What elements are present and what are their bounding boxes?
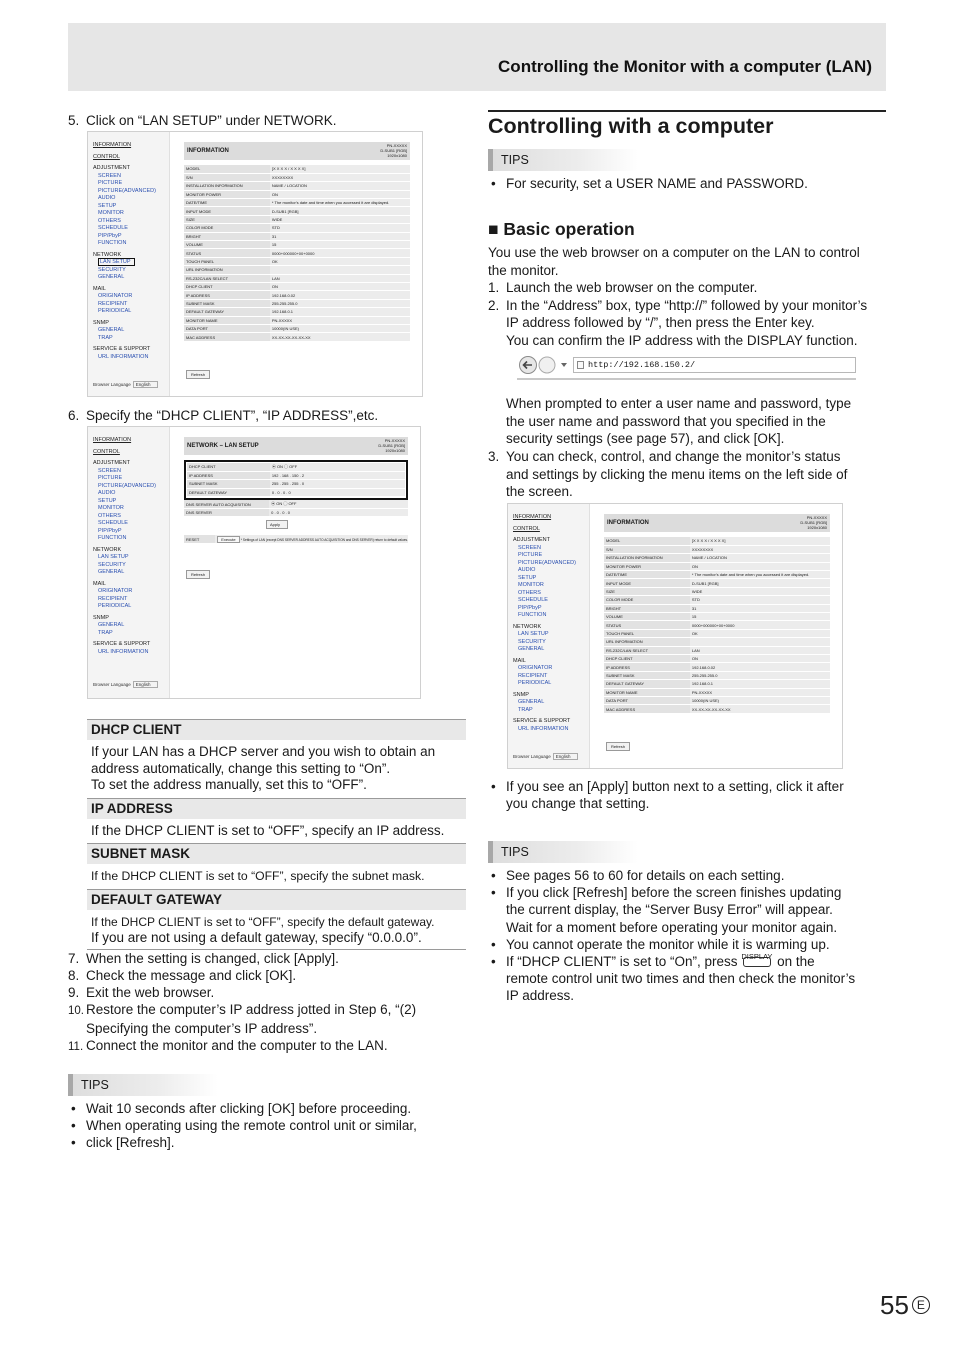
menu-snmp: SNMP <box>93 319 109 326</box>
menu-network: NETWORK <box>93 251 122 258</box>
table-row <box>604 587 830 595</box>
menu-item[interactable]: GENERAL <box>98 274 125 280</box>
row-label: SUBNET MASK <box>184 299 270 307</box>
row-value: NAME / LOCATION <box>270 182 410 190</box>
menu-item[interactable]: GENERAL <box>98 327 125 333</box>
menu-lan-setup-highlighted[interactable]: LAN SETUP <box>98 258 135 266</box>
menu-item[interactable]: PERIODICAL <box>98 603 132 609</box>
def-description: If the DHCP CLIENT is set to “OFF”, specify an IP address. <box>91 822 445 838</box>
info-table <box>604 537 830 714</box>
panel-heading: NETWORK – LAN SETUP <box>187 443 259 449</box>
step-5: 5. Click on “LAN SETUP” under NETWORK. <box>68 113 337 128</box>
table-row <box>184 282 410 290</box>
browser-language: Browser Language English <box>93 382 158 387</box>
language-select[interactable]: English <box>133 681 158 688</box>
table-row <box>184 182 410 190</box>
row-label: SIZE <box>604 587 690 595</box>
row-value: 10000(IN USE) <box>690 696 830 704</box>
row-value: 192.168.0.02 <box>270 291 410 299</box>
def-description: If your LAN has a DHCP server and you wish to obtain an address automatically, change this setting to “On”. To set the address manually, set this to “OFF”. <box>91 744 436 792</box>
row-label: SUBNET MASK <box>604 671 690 679</box>
page-heading: Controlling with a computer <box>488 110 886 139</box>
settings-menu <box>88 132 170 396</box>
row-value: XXXXXXXX <box>690 545 830 553</box>
menu-item[interactable]: SECURITY <box>518 638 546 645</box>
row-label: MONITOR POWER <box>184 190 270 198</box>
row-value: ON <box>270 190 410 198</box>
display-button-icon: DISPLAY <box>743 957 771 967</box>
menu-information[interactable]: INFORMATION <box>93 437 132 443</box>
menu-item[interactable]: TRAP <box>98 334 113 341</box>
step-6: 6. Specify the “DHCP CLIENT”, “IP ADDRESS”,etc. <box>68 408 379 423</box>
steps-after: 7. When the setting is changed, click [Apply]. 8. Check the message and click [OK]. 9. Exit the web browser. 10. Restore the computer’s IP address jotted in Step 6, “(2) Specifying the computer’s IP address”. 11. Connect the monitor and the computer to the LAN. <box>68 951 417 1053</box>
apply-note: • If you see an [Apply] button next to a setting, click it after you change that setting. <box>488 778 886 812</box>
menu-item[interactable]: FUNCTION <box>518 612 547 618</box>
row-label: RS-232C/LAN SELECT <box>184 274 270 282</box>
table-row <box>604 663 830 671</box>
row-value: * The monitor's date and time when you accessed it are displayed. <box>690 571 830 579</box>
menu-item[interactable]: TRAP <box>518 706 533 713</box>
dns-auto-radio[interactable]: ⦿ ON ◯ OFF <box>269 500 408 508</box>
table-row <box>184 266 410 274</box>
menu-control[interactable]: CONTROL <box>93 448 120 455</box>
screenshot-information-2 <box>507 503 843 769</box>
row-label: DATE/TIME <box>604 571 690 579</box>
row-label: BRIGHT <box>184 232 270 240</box>
info-panel: INFORMATION PN-XXXXX D-SUB1 [RGB] 1920x1080 MODEL [X X X X / X X X X] S/N XXXXXXXX INSTALLATION INFORMATION NAME / LOCATION MONITOR POWER ON DATE/TIME * The monitor's date and time when you accessed it are displayed. INPUT MODE D-SUB1 [RGB] SIZE WIDE COLOR MODE STD BRIGHT 31 VOLUME 15 STATUS 0000+000000+00+0000 TOUCH PANEL OK URL INFORMATION RS-232C/LAN SELECT LAN DHCP CLIENT ON IP ADDRESS 192.168.0.02 SUBNET MASK 255.255.255.0 DEFAULT GATEWAY 192.168.0.1 MONITOR NAME PN-XXXXX DATA PORT 10000(IN USE) MAC ADDRESS XX-XX-XX-XX-XX-XX <box>184 142 410 342</box>
basic-operation-heading: ■ Basic operation <box>488 219 635 239</box>
table-row <box>184 165 410 173</box>
def-term: IP ADDRESS <box>87 798 466 819</box>
table-row <box>184 215 410 223</box>
row-label: IP ADDRESS <box>184 291 270 299</box>
table-row <box>184 241 410 249</box>
row-label: DEFAULT GATEWAY <box>604 680 690 688</box>
menu-item[interactable]: FUNCTION <box>98 240 127 246</box>
row-label: DATA PORT <box>184 324 270 332</box>
def-description: If the DHCP CLIENT is set to “OFF”, specify the default gateway. If you are not using a default gateway, specify “0.0.0.0”. <box>87 910 466 950</box>
row-label: MAC ADDRESS <box>184 333 270 341</box>
menu-item[interactable]: RECIPIENT <box>518 672 548 679</box>
menu-item[interactable]: SCREEN <box>98 172 121 179</box>
table-row <box>184 308 410 316</box>
row-value: * The monitor's date and time when you accessed it are displayed. <box>270 199 410 207</box>
language-indicator: E <box>912 1296 930 1314</box>
language-select[interactable]: English <box>553 753 578 760</box>
menu-item[interactable]: AUDIO <box>98 490 116 496</box>
table-row <box>184 291 410 299</box>
info-panel: INFORMATION PN-XXXXX D-SUB1 [RGB] 1920x1080 MODEL [X X X X / X X X X] S/N XXXXXXXX INSTALLATION INFORMATION NAME / LOCATION MONITOR POWER ON DATE/TIME * The monitor's date and time when you accessed it are displayed. INPUT MODE D-SUB1 [RGB] SIZE WIDE COLOR MODE STD BRIGHT 31 VOLUME 15 STATUS 0000+000000+00+0000 TOUCH PANEL OK URL INFORMATION RS-232C/LAN SELECT LAN DHCP CLIENT ON IP ADDRESS 192.168.0.02 SUBNET MASK 255.255.255.0 DEFAULT GATEWAY 192.168.0.1 MONITOR NAME PN-XXXXX DATA PORT 10000(IN USE) MAC ADDRESS XX-XX-XX-XX-XX-XX <box>604 514 830 714</box>
row-value: 255.255.255.0 <box>690 671 830 679</box>
row-label: STATUS <box>604 621 690 629</box>
row-value: XXXXXXXX <box>270 173 410 181</box>
row-label: INPUT MODE <box>604 579 690 587</box>
page-icon <box>577 361 584 369</box>
screenshot-lan-setup <box>87 426 421 699</box>
menu-item[interactable]: PIP/PbyP <box>98 232 122 239</box>
table-row <box>184 224 410 232</box>
table-row <box>604 604 830 612</box>
row-value: LAN <box>690 646 830 654</box>
menu-item[interactable]: PERIODICAL <box>98 308 132 314</box>
refresh-button[interactable]: Refresh <box>186 370 210 379</box>
row-value: PN-XXXXX <box>270 316 410 324</box>
row-label: BRIGHT <box>604 604 690 612</box>
tips-list: • See pages 56 to 60 for details on each setting. • If you click [Refresh] before the screen finishes updating the current display, the “Server Busy Error” will appear. Wait for a moment before operating your monitor again. • You cannot operate the monitor while it is warming up. • If “DHCP CLIENT” is set to “On”, press DISPLAY on the remote control unit two times and then check the monitor’s IP address. <box>488 867 886 1005</box>
row-value: 192.168.0.02 <box>690 663 830 671</box>
refresh-button[interactable]: Refresh <box>606 742 630 751</box>
def-description: If the DHCP CLIENT is set to “OFF”, specify the subnet mask. <box>91 869 425 883</box>
menu-item[interactable]: SETUP <box>98 202 117 209</box>
row-value: 255.255.255.0 <box>270 299 410 307</box>
tips-label: TIPS <box>68 1074 218 1096</box>
row-label: COLOR MODE <box>184 224 270 232</box>
table-row <box>604 545 830 553</box>
row-label: URL INFORMATION <box>604 638 690 646</box>
row-label: IP ADDRESS <box>604 663 690 671</box>
menu-item[interactable]: SECURITY <box>98 561 126 568</box>
row-label: MODEL <box>604 537 690 545</box>
info-table <box>184 165 410 342</box>
ip-address-field[interactable]: 192 . 168 . 150 . 2 <box>270 471 405 479</box>
table-row <box>184 274 410 282</box>
browser-address-bar <box>517 354 856 380</box>
table-row <box>604 537 830 545</box>
row-value <box>270 266 410 274</box>
table-row <box>184 324 410 332</box>
table-row <box>184 199 410 207</box>
tips-list: • For security, set a USER NAME and PASSWORD. <box>488 175 886 192</box>
table-row <box>604 554 830 562</box>
menu-item[interactable]: FUNCTION <box>98 535 127 541</box>
row-label: COLOR MODE <box>604 596 690 604</box>
intro-text: You use the web browser on a computer on the LAN to control the monitor. 1. Launch the web browser on the computer. 2. In the “Address” box, type “http://” followed by your monitor’s IP address followed by “/”, then press the Enter key. You can confirm the IP address with the DISPLAY function. <box>488 245 868 348</box>
menu-item[interactable]: GENERAL <box>518 699 545 705</box>
table-row <box>604 571 830 579</box>
row-value: WIDE <box>270 215 410 223</box>
menu-item[interactable]: OTHERS <box>98 512 121 519</box>
row-value: LAN <box>270 274 410 282</box>
row-label: S/N <box>184 173 270 181</box>
row-label: URL INFORMATION <box>184 266 270 274</box>
table-row <box>604 596 830 604</box>
row-label: TOUCH PANEL <box>604 629 690 637</box>
browser-language: Browser Language English <box>93 682 158 687</box>
menu-item[interactable]: MONITOR <box>518 582 544 588</box>
menu-information[interactable]: INFORMATION <box>513 514 552 520</box>
row-value: D-SUB1 [RGB] <box>690 579 830 587</box>
lan-setup-panel: NETWORK – LAN SETUP PN-XXXXX D-SUB1 [RGB] 1920x1080 DHCP CLIENT ⦿ ON ◯ OFF IP ADDRESS 192 . 168 . 150 . 2 SUBNET MASK 255 . 255 . 255 . 0 DEFAULT GATEWAY 0 . 0 . 0 . 0 DNS SERVER AUTO ACQUISITION ⦿ ON ◯ OFF DNS SERVER 0 . 0 . 0 . 0 Apply RESET Execute * Settings of LAN (except DNS SERVER ADDRESS AUTO ACQUISITION and DNS SERVER) return to default values. <box>186 438 408 542</box>
row-value: ON <box>270 282 410 290</box>
menu-information[interactable]: INFORMATION <box>93 142 132 148</box>
menu-item[interactable]: RECIPIENT <box>98 300 128 307</box>
def-term: SUBNET MASK <box>87 843 466 864</box>
row-value: OK <box>690 629 830 637</box>
row-label: S/N <box>604 545 690 553</box>
section-title: Controlling the Monitor with a computer (LAN) <box>498 57 872 76</box>
table-row <box>184 190 410 198</box>
table-row <box>604 621 830 629</box>
table-row <box>604 696 830 704</box>
menu-item[interactable]: MONITOR <box>98 505 124 511</box>
menu-item[interactable]: URL INFORMATION <box>518 725 569 732</box>
row-label: MAC ADDRESS <box>604 705 690 713</box>
menu-item[interactable]: ORIGINATOR <box>518 665 553 671</box>
row-value: 31 <box>690 604 830 612</box>
panel-heading: INFORMATION <box>187 148 229 154</box>
row-label: DHCP CLIENT <box>184 282 270 290</box>
tips-list: • Wait 10 seconds after clicking [OK] before proceeding. • When operating using the remote control unit or similar, • click [Refresh]. <box>68 1100 458 1152</box>
browser-nav-icon[interactable] <box>517 354 573 376</box>
table-row <box>184 207 410 215</box>
settings-definitions <box>87 719 466 950</box>
table-row <box>604 562 830 570</box>
row-value: 192.168.0.1 <box>270 308 410 316</box>
row-label: INPUT MODE <box>184 207 270 215</box>
page-number: 55 E <box>880 1290 930 1321</box>
menu-item[interactable]: SETUP <box>98 497 117 504</box>
menu-item[interactable]: AUDIO <box>98 195 116 201</box>
menu-lan-setup[interactable]: LAN SETUP <box>518 631 549 637</box>
menu-mail: MAIL <box>93 285 106 292</box>
row-label: MODEL <box>184 165 270 173</box>
row-label: DHCP CLIENT <box>604 654 690 662</box>
row-label: DEFAULT GATEWAY <box>184 308 270 316</box>
row-label: VOLUME <box>184 241 270 249</box>
menu-item[interactable]: PICTURE(ADVANCED) <box>518 559 576 566</box>
table-row <box>184 333 410 341</box>
table-row <box>604 613 830 621</box>
row-value: 15 <box>270 241 410 249</box>
settings-menu: INFORMATION CONTROL ADJUSTMENT SCREEN PICTURE PICTURE(ADVANCED) AUDIO SETUP MONITOR OTHERS SCHEDULE PIP/PbyP FUNCTION NETWORK LAN SETUP SECURITY GENERAL MAIL ORIGINATOR RECIPIENT PERIODICAL SNMP GENERAL TRAP SERVICE & SUPPORT URL INFORMATION <box>508 504 590 768</box>
menu-item[interactable]: GENERAL <box>518 646 545 652</box>
table-row <box>184 257 410 265</box>
row-value: STD <box>690 596 830 604</box>
row-label: DATE/TIME <box>184 199 270 207</box>
table-row <box>184 316 410 324</box>
menu-item[interactable]: GENERAL <box>98 569 125 575</box>
menu-item[interactable]: GENERAL <box>98 622 125 628</box>
menu-item[interactable]: PICTURE <box>98 475 123 481</box>
default-gateway-field[interactable]: 0 . 0 . 0 . 0 <box>270 488 405 496</box>
row-label: INSTALLATION INFORMATION <box>604 554 690 562</box>
table-row <box>604 579 830 587</box>
tips-label: TIPS <box>488 841 638 863</box>
table-row <box>604 680 830 688</box>
screenshot-information <box>87 131 423 397</box>
menu-item[interactable]: AUDIO <box>518 567 536 573</box>
table-row <box>184 173 410 181</box>
row-label: DATA PORT <box>604 696 690 704</box>
row-value: 31 <box>270 232 410 240</box>
table-row <box>604 671 830 679</box>
row-value: STD <box>270 224 410 232</box>
menu-item[interactable]: PICTURE(ADVANCED) <box>98 187 156 194</box>
menu-item[interactable]: URL INFORMATION <box>98 648 149 655</box>
menu-item[interactable]: TRAP <box>98 629 113 636</box>
tips-label: TIPS <box>488 149 638 171</box>
row-value: 15 <box>690 613 830 621</box>
dns-server-field[interactable]: 0 . 0 . 0 . 0 <box>269 508 408 516</box>
row-label: RS-232C/LAN SELECT <box>604 646 690 654</box>
table-row <box>604 654 830 662</box>
table-row <box>604 646 830 654</box>
row-value: [X X X X / X X X X] <box>690 537 830 545</box>
row-value: PN-XXXXX <box>690 688 830 696</box>
menu-item[interactable]: ORIGINATOR <box>98 293 133 299</box>
menu-item[interactable]: URL INFORMATION <box>98 353 149 360</box>
prompt-text: When prompted to enter a user name and password, type the user name and password that you specified in the security settings (see page 57), and click [OK]. <box>506 396 852 446</box>
menu-item[interactable]: PICTURE(ADVANCED) <box>98 482 156 489</box>
row-value: WIDE <box>690 587 830 595</box>
row-value <box>690 638 830 646</box>
row-label: MONITOR NAME <box>604 688 690 696</box>
menu-item[interactable]: RECIPIENT <box>98 595 128 602</box>
menu-item[interactable]: OTHERS <box>518 589 541 596</box>
row-value: XX-XX-XX-XX-XX-XX <box>270 333 410 341</box>
row-value: D-SUB1 [RGB] <box>270 207 410 215</box>
language-select[interactable]: English <box>133 381 158 388</box>
table-row <box>184 249 410 257</box>
menu-item[interactable]: PERIODICAL <box>518 680 552 686</box>
menu-item[interactable]: SCHEDULE <box>98 520 128 526</box>
table-row <box>604 638 830 646</box>
refresh-button[interactable]: Refresh <box>186 570 210 579</box>
row-label: STATUS <box>184 249 270 257</box>
table-row <box>604 688 830 696</box>
row-value: 10000(IN USE) <box>270 324 410 332</box>
menu-control[interactable]: CONTROL <box>513 525 540 532</box>
menu-item[interactable]: SCHEDULE <box>518 597 548 603</box>
menu-item[interactable]: ORIGINATOR <box>98 588 133 594</box>
menu-item[interactable]: PICTURE <box>518 552 543 558</box>
settings-menu: INFORMATION CONTROL ADJUSTMENT SCREEN PICTURE PICTURE(ADVANCED) AUDIO SETUP MONITOR OTHERS SCHEDULE PIP/PbyP FUNCTION NETWORK LAN SETUP SECURITY GENERAL MAIL ORIGINATOR RECIPIENT PERIODICAL SNMP GENERAL TRAP SERVICE & SUPPORT URL INFORMATION <box>88 427 170 698</box>
menu-control[interactable]: CONTROL <box>93 153 120 160</box>
table-row <box>184 232 410 240</box>
menu-item[interactable]: SCREEN <box>98 467 121 474</box>
row-label: MONITOR NAME <box>184 316 270 324</box>
dhcp-client-radio[interactable]: ⦿ ON ◯ OFF <box>270 463 405 471</box>
row-value: 0000+000000+00+0000 <box>270 249 410 257</box>
menu-item[interactable]: MONITOR <box>98 210 124 216</box>
menu-item[interactable]: PIP/PbyP <box>518 604 542 611</box>
row-label: VOLUME <box>604 613 690 621</box>
menu-service: SERVICE & SUPPORT <box>93 346 151 352</box>
address-input[interactable]: http://192.168.150.2/ <box>573 357 856 373</box>
highlight-box: DHCP CLIENT ⦿ ON ◯ OFF IP ADDRESS 192 . 168 . 150 . 2 SUBNET MASK 255 . 255 . 255 . 0 DEFAULT GATEWAY 0 . 0 . 0 . 0 <box>184 460 408 500</box>
row-label: INSTALLATION INFORMATION <box>184 182 270 190</box>
subnet-mask-field[interactable]: 255 . 255 . 255 . 0 <box>270 480 405 488</box>
row-value: NAME / LOCATION <box>690 554 830 562</box>
row-label: SIZE <box>184 215 270 223</box>
row-value: XX-XX-XX-XX-XX-XX <box>690 705 830 713</box>
row-value: 192.168.0.1 <box>690 680 830 688</box>
menu-adjustment: ADJUSTMENT <box>93 165 130 171</box>
row-label: TOUCH PANEL <box>184 257 270 265</box>
menu-lan-setup[interactable]: LAN SETUP <box>98 554 129 560</box>
table-row <box>604 705 830 713</box>
browser-language: Browser Language English <box>513 754 578 759</box>
menu-item[interactable]: PIP/PbyP <box>98 527 122 534</box>
execute-button[interactable]: Execute <box>217 536 239 543</box>
def-term: DEFAULT GATEWAY <box>87 889 466 910</box>
def-term: DHCP CLIENT <box>87 719 466 740</box>
menu-item[interactable]: OTHERS <box>98 217 121 224</box>
menu-item[interactable]: SECURITY <box>98 266 126 273</box>
step-3: 3. You can check, control, and change the monitor’s status and settings by clicking the menu items on the left side of the screen. <box>488 449 848 499</box>
row-value: ON <box>690 562 830 570</box>
menu-item[interactable]: SETUP <box>518 574 537 581</box>
menu-item[interactable]: PICTURE <box>98 180 123 186</box>
table-row <box>604 629 830 637</box>
row-value: 0000+000000+00+0000 <box>690 621 830 629</box>
table-row <box>184 299 410 307</box>
panel-heading: INFORMATION <box>607 520 649 526</box>
row-value: [X X X X / X X X X] <box>270 165 410 173</box>
menu-item[interactable]: SCHEDULE <box>98 225 128 231</box>
row-value: ON <box>690 654 830 662</box>
row-value: OK <box>270 257 410 265</box>
menu-item[interactable]: SCREEN <box>518 544 541 551</box>
row-label: MONITOR POWER <box>604 562 690 570</box>
apply-button[interactable]: Apply <box>266 520 288 529</box>
